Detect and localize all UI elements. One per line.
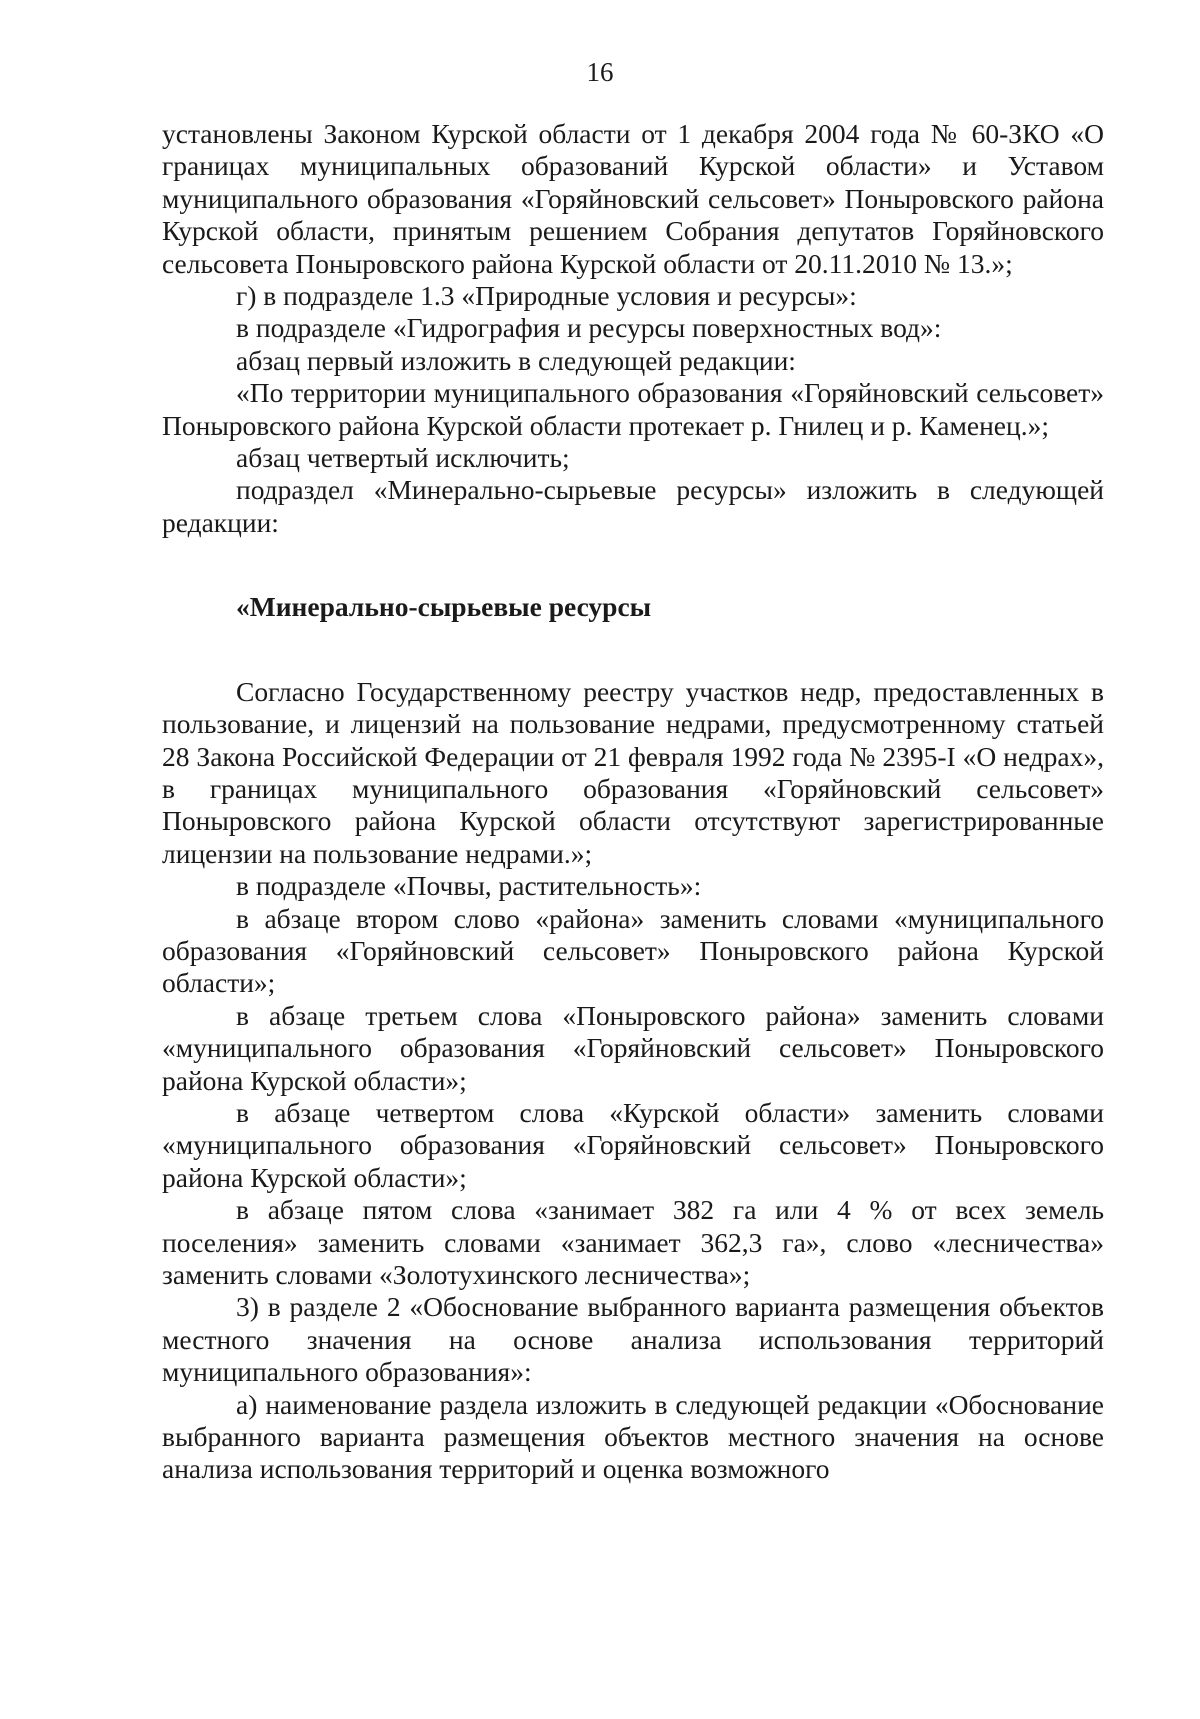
document-body [162, 118, 1104, 1486]
paragraph-first-abzac: абзац первый изложить в следующей редакции: [236, 344, 796, 376]
paragraph-soils: в подразделе «Почвы, растительность»: [236, 870, 702, 902]
section-heading: «Минерально-сырьевые ресурсы [236, 591, 652, 623]
paragraph-fourth-abzac-replace: в абзаце четвертом слова «Курской области» заменить словами «муниципального образования «Горяйновский сельсовет» Поныровского района Курской области»; [162, 1096, 1104, 1193]
paragraph-rivers: «По территории муниципального образования «Горяйновский сельсовет» Поныровского района Курской области протекает р. Гнилец и р. Каменец.»; [162, 377, 1104, 441]
paragraph-registry: Согласно Государственному реестру участков недр, предоставленных в пользование, и лицензий на пользование недрами, предусмотренному статьей 28 Закона Российской Федерации от 21 февраля 1992 года № 2395-I «О недрах», в границах муниципального образования «Горяйновский сельсовет» Поныровского района Курской области отсутствуют зарегистрированные лицензии на пользование недрами.»; [162, 675, 1104, 869]
paragraph-third-abzac: в абзаце третьем слова «Поныровского района» заменить словами «муниципального образования «Горяйновский сельсовет» Поныровского района Курской области»; [162, 999, 1104, 1096]
paragraph-continuation: установлены Законом Курской области от 1 декабря 2004 года № 60-ЗКО «О границах муниципальных образований Курской области» и Уставом муниципального образования «Горяйновский сельсовет» Поныровского района Курской области, принятым решением Собрания депутатов Горяйновского сельсовета Поныровского района Курской области от 20.11.2010 № 13.»; [162, 118, 1104, 279]
paragraph-second-abzac: в абзаце втором слово «района» заменить словами «муниципального образования «Горяйновский сельсовет» Поныровского района Курской области»; [162, 902, 1104, 999]
paragraph-fifth-abzac: в абзаце пятом слова «занимает 382 га или 4 % от всех земель поселения» заменить словами «занимает 362,3 га», слово «лесничества» заменить словами «Золотухинского лесничества»; [162, 1194, 1104, 1290]
paragraph-section-name: а) наименование раздела изложить в следующей редакции «Обоснование выбранного варианта размещения объектов местного значения на основе анализа использования территорий и оценка возможного [162, 1388, 1104, 1485]
paragraph-mineral-subsection: подраздел «Минерально-сырьевые ресурсы» изложить в следующей редакции: [162, 474, 1104, 538]
paragraph-hydrography: в подразделе «Гидрография и ресурсы поверхностных вод»: [236, 312, 942, 344]
paragraph-subsection-g: г) в подразделе 1.3 «Природные условия и ресурсы»: [236, 280, 857, 312]
page-number: 16 [586, 57, 614, 87]
paragraph-section-2: 3) в разделе 2 «Обоснование выбранного варианта размещения объектов местного значения на основе анализа использования территорий муниципального образования»: [162, 1291, 1104, 1388]
paragraph-fourth-abzac: абзац четвертый исключить; [236, 442, 570, 474]
